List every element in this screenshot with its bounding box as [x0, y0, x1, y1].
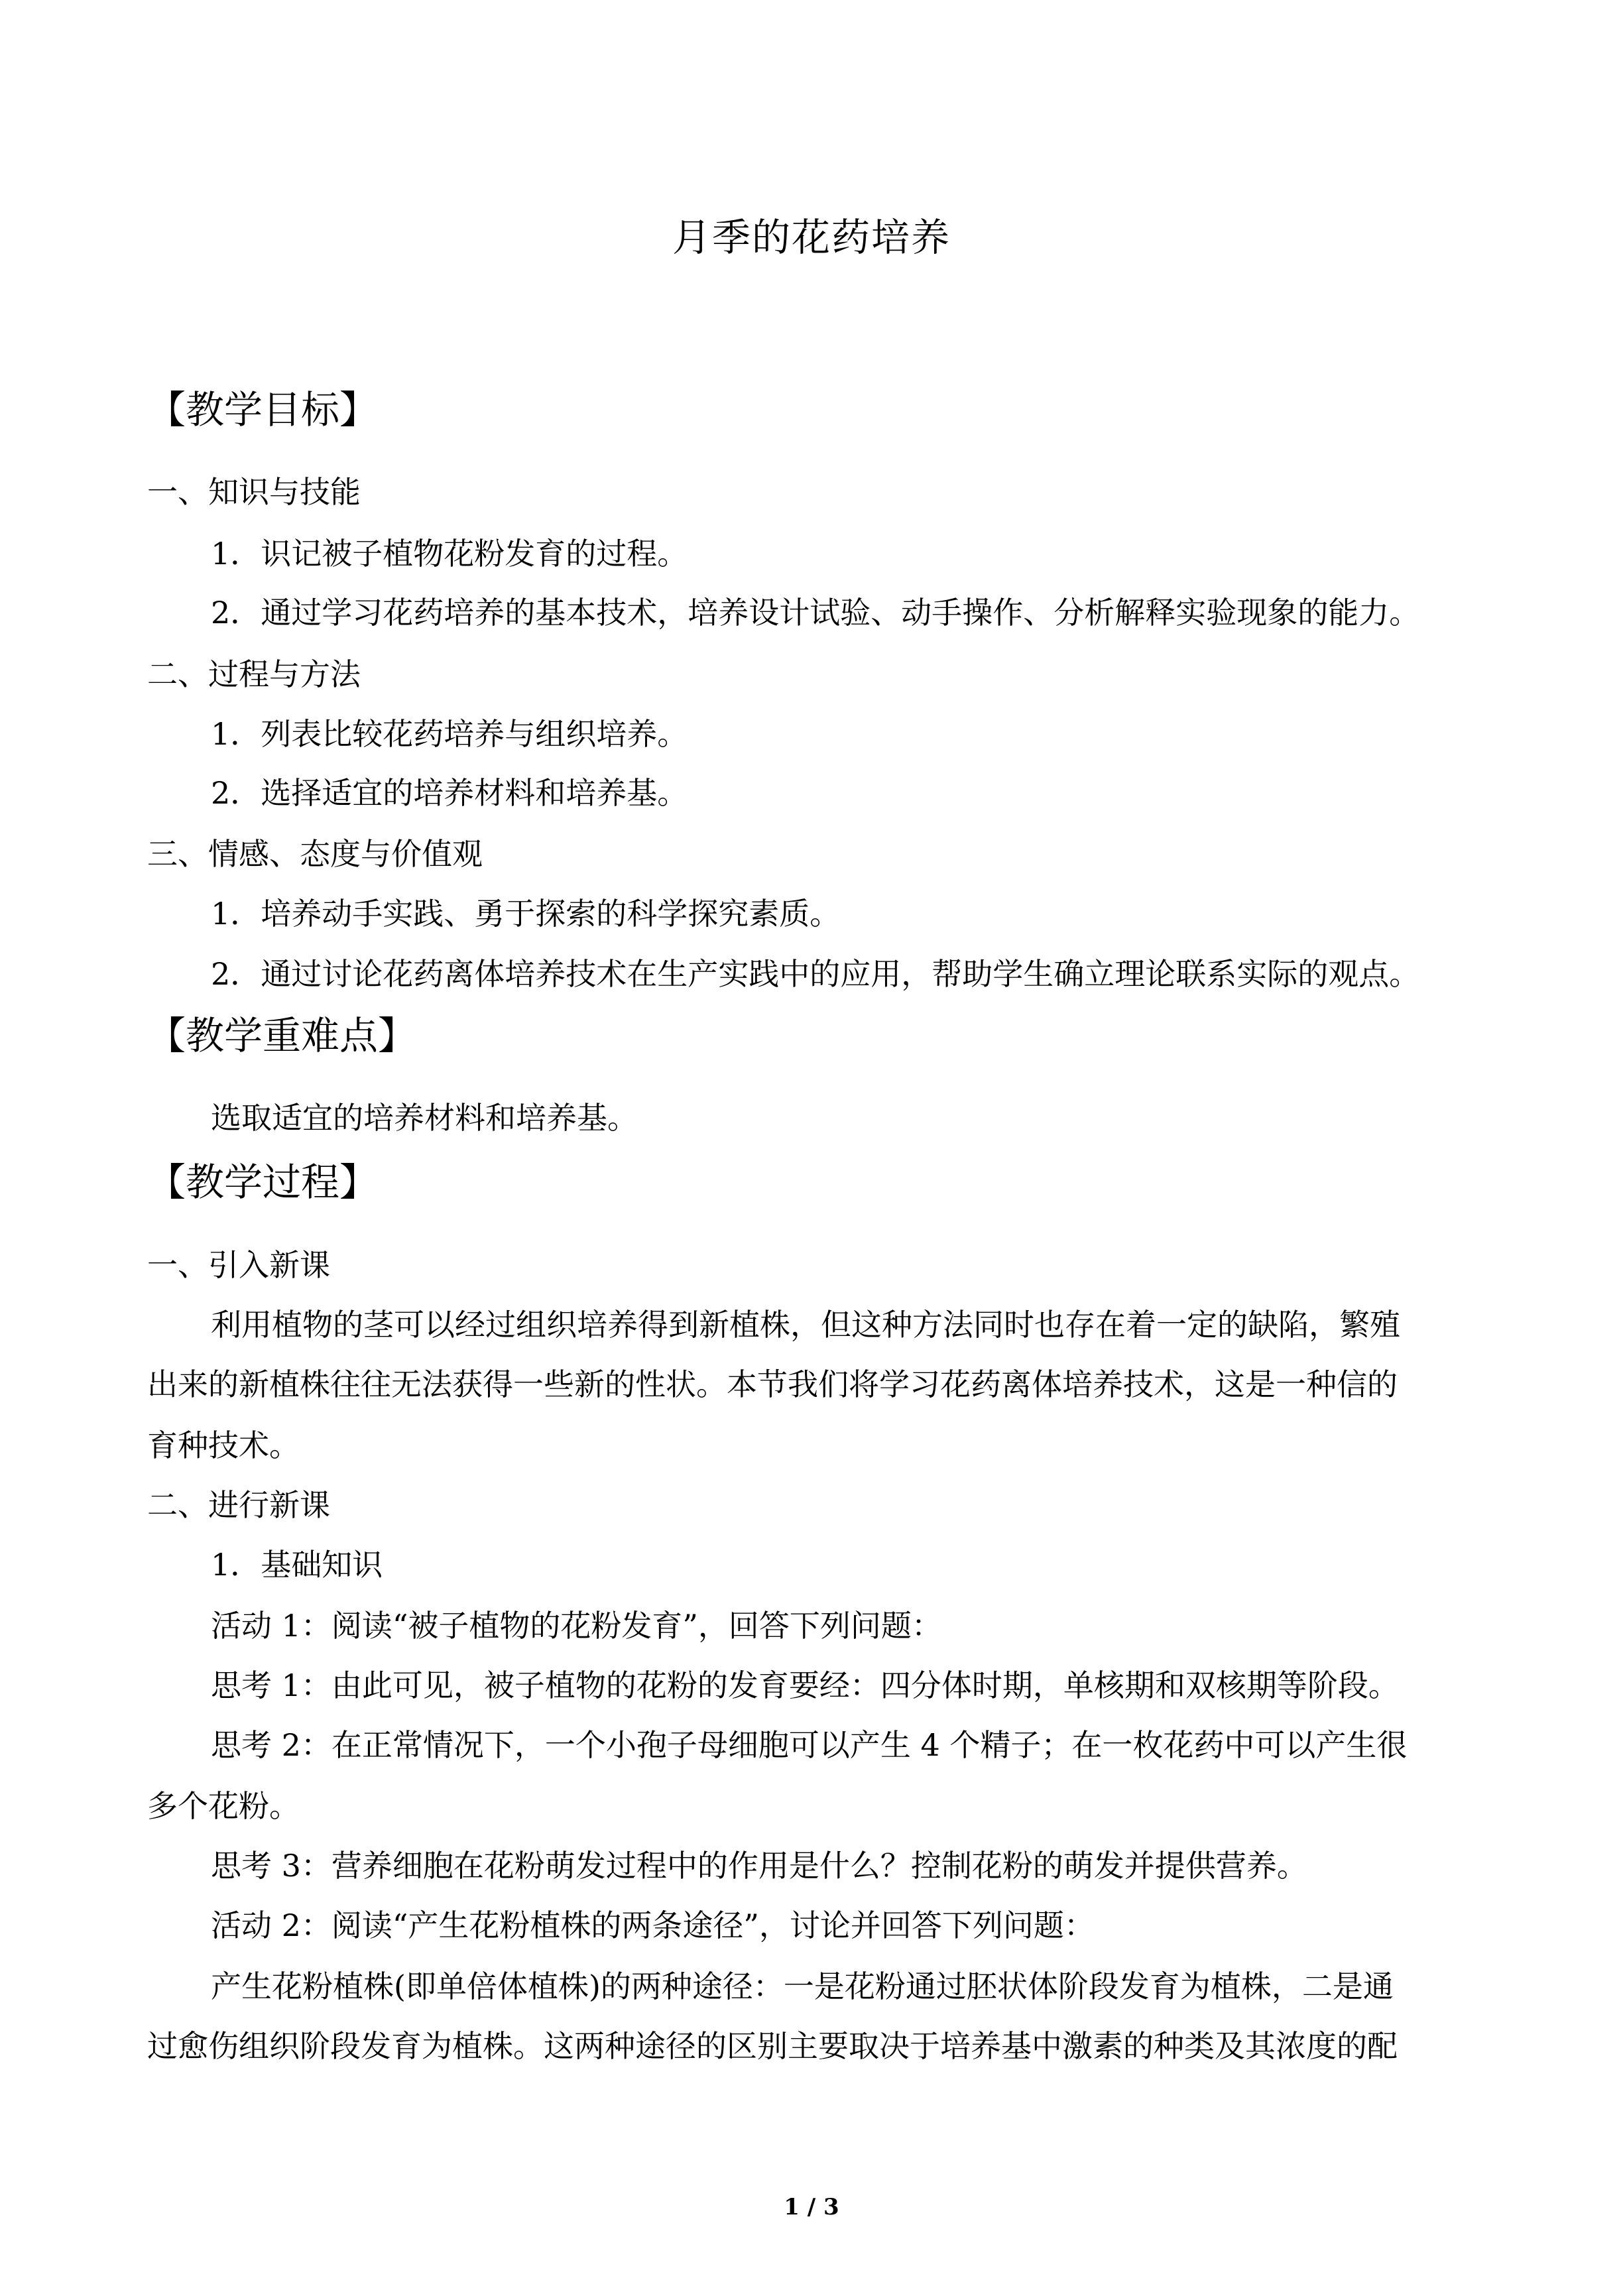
keypoints-text: 选取适宜的培养材料和培养基。: [211, 1100, 638, 1136]
section-new-lesson-title: 二、进行新课: [147, 1487, 330, 1523]
process-method-item-2: 2．选择适宜的培养材料和培养基。: [211, 775, 688, 811]
process-method-item-1: 1．列表比较花药培养与组织培养。: [211, 716, 688, 752]
section-emotion-title: 三、情感、态度与价值观: [147, 836, 483, 872]
intro-paragraph-line-2: 出来的新植株往往无法获得一些新的性状。本节我们将学习花药离体培养技术，这是一种信的: [147, 1366, 1398, 1402]
section-process-method-title: 二、过程与方法: [147, 656, 361, 692]
paragraph-line-1: 产生花粉植株(即单倍体植株)的两种途径：一是花粉通过胚状体阶段发育为植株，二是通: [211, 1968, 1394, 2004]
activity-2: 活动 2：阅读“产生花粉植株的两条途径”，讨论并回答下列问题：: [211, 1907, 1095, 1943]
keypoints-heading: 【教学重难点】: [147, 1013, 417, 1058]
emotion-item-2: 2．通过讨论花药离体培养技术在生产实践中的应用，帮助学生确立理论联系实际的观点。: [211, 956, 1420, 992]
knowledge-item-2: 2．通过学习花药培养的基本技术，培养设计试验、动手操作、分析解释实验现象的能力。: [211, 595, 1420, 631]
intro-paragraph-line-1: 利用植物的茎可以经过组织培养得到新植株，但这种方法同时也存在着一定的缺陷，繁殖: [211, 1307, 1400, 1343]
paragraph-line-2: 过愈伤组织阶段发育为植株。这两种途径的区别主要取决于培养基中激素的种类及其浓度的配: [147, 2028, 1398, 2064]
goals-heading: 【教学目标】: [147, 387, 379, 432]
intro-paragraph-line-3: 育种技术。: [147, 1427, 300, 1463]
think-2-line-2: 多个花粉。: [147, 1788, 300, 1824]
section-knowledge-title: 一、知识与技能: [147, 474, 361, 510]
page-number: 1 / 3: [784, 2194, 839, 2220]
think-2-line-1: 思考 2：在正常情况下，一个小孢子母细胞可以产生 4 个精子；在一枚花药中可以产生很: [211, 1727, 1408, 1763]
section-intro-title: 一、引入新课: [147, 1247, 330, 1283]
think-1: 思考 1：由此可见，被子植物的花粉的发育要经：四分体时期，单核期和双核期等阶段。: [211, 1667, 1399, 1703]
process-heading: 【教学过程】: [147, 1160, 379, 1205]
document-title: 月季的花药培养: [672, 215, 951, 260]
knowledge-item-1: 1．识记被子植物花粉发育的过程。: [211, 536, 688, 572]
emotion-item-1: 1．培养动手实践、勇于探索的科学探究素质。: [211, 896, 841, 932]
basic-knowledge-title: 1．基础知识: [211, 1547, 383, 1583]
activity-1: 活动 1：阅读“被子植物的花粉发育”，回答下列问题：: [211, 1608, 942, 1644]
think-3: 思考 3：营养细胞在花粉萌发过程中的作用是什么？控制花粉的萌发并提供营养。: [211, 1848, 1307, 1884]
